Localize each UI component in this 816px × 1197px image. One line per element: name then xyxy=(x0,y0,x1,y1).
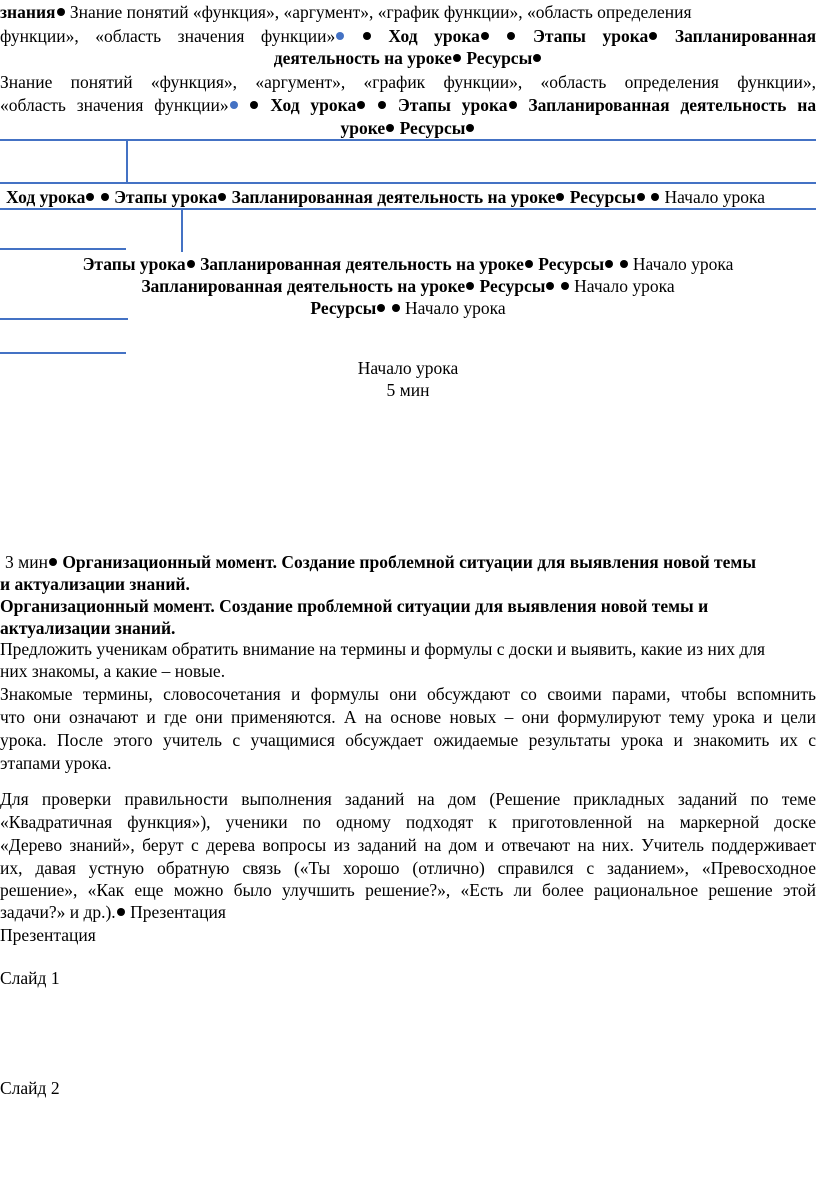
bullet-icon xyxy=(392,304,400,312)
table-border xyxy=(0,318,128,320)
table-border xyxy=(0,248,126,250)
line-1 xyxy=(0,1,816,23)
bold-fragment: Этапы урока xyxy=(82,254,186,274)
bullet-icon xyxy=(466,124,474,132)
bold-fragment: Ресурсы xyxy=(538,254,605,274)
paragraph-2-line: этапами урока. xyxy=(0,753,112,773)
slide-1-label: Слайд 1 xyxy=(0,968,60,988)
duration: 3 мин xyxy=(5,552,48,572)
bullet-icon xyxy=(250,101,258,109)
bullet-icon xyxy=(620,260,628,268)
paragraph-3-line: «Дерево знаний», берут с дерева вопросы из заданий на дом и отвечают на них. Учитель поддерживает xyxy=(0,835,816,855)
line-8 xyxy=(0,253,816,275)
bold-fragment: Ресурсы xyxy=(569,187,636,207)
bullet-icon xyxy=(453,54,461,62)
bold-fragment: Ресурсы xyxy=(466,48,533,68)
bold-fragment: Запланированная деятельность на уроке xyxy=(200,254,524,274)
text-fragment: Начало урока xyxy=(632,254,734,274)
table-border xyxy=(0,352,126,354)
bold-fragment: и актуализации знаний. xyxy=(0,574,190,594)
bullet-icon xyxy=(230,101,238,109)
paragraph-1-line: Предложить ученикам обратить внимание на термины и формулы с доски и выявить, какие из них для xyxy=(0,639,766,659)
bullet-icon xyxy=(363,32,371,40)
text-fragment: задачи?» и др.). xyxy=(0,902,116,922)
bullet-icon xyxy=(187,260,195,268)
text-fragment: Начало урока xyxy=(405,298,506,318)
bold-fragment: Запланированная деятельность на уроке xyxy=(231,187,556,207)
slide-2-label: Слайд 2 xyxy=(0,1078,60,1098)
paragraph-3-line: решение», «Как еще можно было улучшить решение?», «Есть ли более рациональное решение этой xyxy=(0,880,816,900)
resource-presentation: Презентация xyxy=(0,925,96,945)
bold-fragment: Этапы урока xyxy=(114,187,218,207)
stage-duration: 5 мин xyxy=(386,380,430,400)
paragraph-3-line: «Квадратичная функция»), ученики по одному подходят к приготовленной на маркерной доске xyxy=(0,812,816,832)
text-fragment: функции», «область значения функции» xyxy=(0,26,336,46)
paragraph-2-line: Знакомые термины, словосочетания и формулы они обсуждают со своими парами, чтобы вспомнить xyxy=(0,684,816,704)
bullet-icon xyxy=(561,282,569,290)
bullet-icon xyxy=(637,193,645,201)
bullet-icon xyxy=(357,101,365,109)
text-fragment: Начало урока xyxy=(664,187,765,207)
stage-title: Начало урока xyxy=(357,358,459,378)
line-6 xyxy=(0,117,816,139)
paragraph-1-line: них знакомы, а какие – новые. xyxy=(0,661,226,681)
bold-fragment: Этапы урока xyxy=(397,95,508,115)
bullet-icon xyxy=(57,8,65,16)
bullet-icon xyxy=(377,304,385,312)
line-4 xyxy=(0,71,816,93)
line-7 xyxy=(6,186,816,208)
text-fragment: Знание понятий «функция», «аргумент», «график функции», «область определения функции», xyxy=(0,72,816,92)
bullet-icon xyxy=(386,124,394,132)
bullet-icon xyxy=(507,32,515,40)
bullet-icon xyxy=(533,54,541,62)
bold-fragment: Ресурсы xyxy=(310,298,377,318)
bullet-icon xyxy=(481,32,489,40)
bold-fragment: уроке xyxy=(340,118,386,138)
bullet-icon xyxy=(546,282,554,290)
resource-label: Презентация xyxy=(130,902,226,922)
bold-fragment: Запланированная xyxy=(674,26,816,46)
line-3 xyxy=(0,47,816,69)
stage-heading-line-2 xyxy=(0,617,816,639)
bullet-icon xyxy=(378,101,386,109)
bold-fragment: знания xyxy=(0,2,56,22)
paragraph-2-line: что они означают и где они применяются. А на основе новых – они формулируют тему урока и цели xyxy=(0,707,816,727)
bullet-icon xyxy=(651,193,659,201)
bullet-icon xyxy=(336,32,344,40)
paragraph-3-line: Для проверки правильности выполнения заданий на дом (Решение прикладных заданий по теме xyxy=(0,789,816,809)
stage-3min-line-2 xyxy=(0,573,816,595)
bullet-icon xyxy=(525,260,533,268)
bold-fragment: Ресурсы xyxy=(479,276,546,296)
line-5 xyxy=(0,94,816,116)
bold-fragment: Ход урока xyxy=(6,187,86,207)
line-9 xyxy=(0,275,816,297)
bold-fragment: деятельность на уроке xyxy=(273,48,452,68)
text-fragment: Знание понятий «функция», «аргумент», «график функции», «область определения xyxy=(69,2,692,22)
bullet-icon xyxy=(649,32,657,40)
bullet-icon xyxy=(556,193,564,201)
text-fragment: «область значения функции» xyxy=(0,95,229,115)
bullet-icon xyxy=(101,193,109,201)
table-border xyxy=(0,208,816,210)
stage-heading-line-1 xyxy=(0,595,816,617)
line-10 xyxy=(0,297,816,319)
bullet-icon xyxy=(466,282,474,290)
bold-fragment: Запланированная деятельность на xyxy=(528,95,816,115)
bold-fragment: Организационный момент. Создание проблемной ситуации для выявления новой темы и xyxy=(0,596,709,616)
table-border xyxy=(126,139,128,183)
bold-fragment: Ход урока xyxy=(388,26,480,46)
table-border xyxy=(181,208,183,252)
bold-fragment: Этапы урока xyxy=(533,26,649,46)
bold-fragment: Ресурсы xyxy=(399,118,466,138)
table-border xyxy=(0,182,816,184)
text-fragment: Начало урока xyxy=(574,276,675,296)
paragraph-3-line: их, давая устную обратную связь («Ты хорошо (отлично) справился с заданием», «Превосходное xyxy=(0,858,816,878)
bullet-icon xyxy=(509,101,517,109)
table-border xyxy=(0,139,816,141)
bold-fragment: актуализации знаний. xyxy=(0,618,176,638)
bold-fragment: Запланированная деятельность на уроке xyxy=(141,276,466,296)
bold-fragment: Организационный момент. Создание проблемной ситуации для выявления новой темы xyxy=(62,552,757,572)
bullet-icon xyxy=(49,558,57,566)
bullet-icon xyxy=(218,193,226,201)
bullet-icon xyxy=(86,193,94,201)
bullet-icon xyxy=(605,260,613,268)
bullet-icon xyxy=(117,908,125,916)
line-2 xyxy=(0,25,816,47)
paragraph-3-line-last xyxy=(0,901,816,923)
paragraph-2-line: урока. После этого учитель с учащимися обсуждает ожидаемые результаты урока и знакомить их с xyxy=(0,730,816,750)
bold-fragment: Ход урока xyxy=(270,95,357,115)
stage-3min-line-1 xyxy=(0,551,816,573)
